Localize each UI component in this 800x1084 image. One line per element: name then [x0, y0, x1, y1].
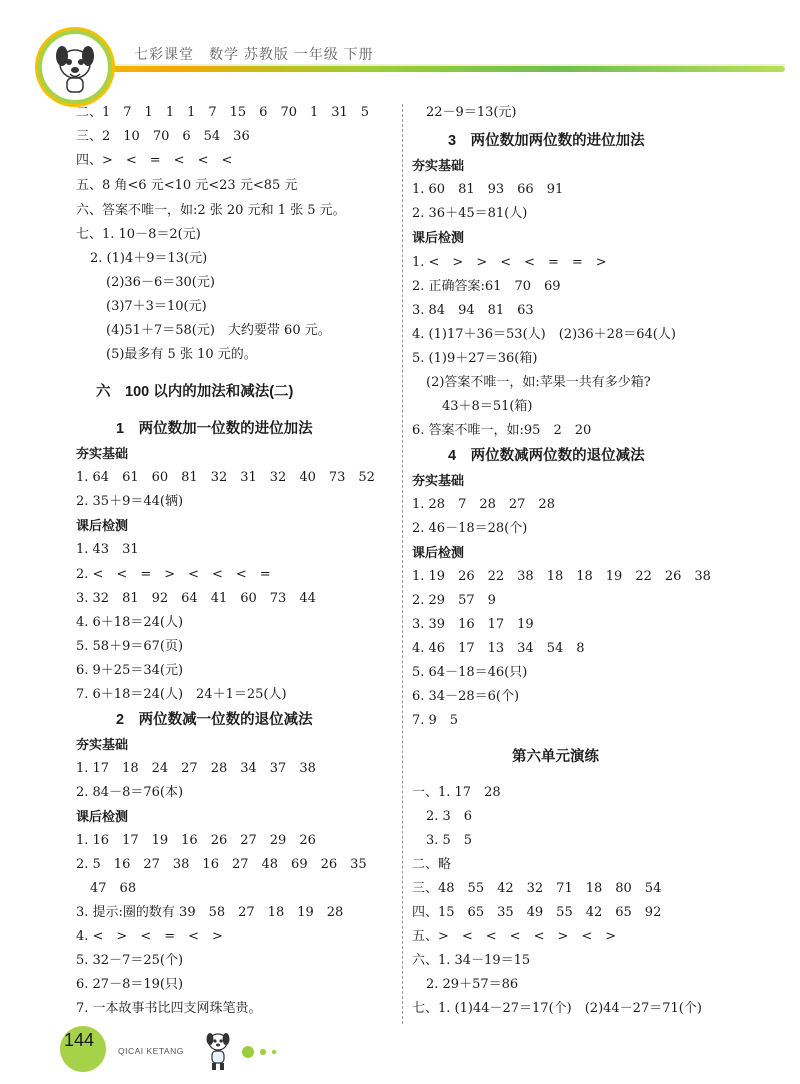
- answer-line: 5. (1)9＋27＝36(箱): [412, 351, 538, 366]
- answer-line: (5)最多有 5 张 10 元的。: [106, 347, 257, 362]
- answer-line: 2. 35＋9＝44(辆): [76, 494, 184, 509]
- subsection-label: 夯实基础: [76, 737, 129, 752]
- mascot-dog-footer: [202, 1030, 234, 1072]
- answer-line: (2)36－6＝30(元): [106, 275, 215, 290]
- answer-line: 三、2 10 70 6 54 36: [76, 129, 250, 144]
- decor-dot: [272, 1050, 276, 1054]
- answer-line: 1. < > > < < = = >: [412, 255, 607, 270]
- subsection-label: 课后检测: [412, 230, 465, 245]
- answer-line: 七、1. 10－8＝2(元): [76, 227, 201, 242]
- mascot-dog-logo: [38, 30, 112, 104]
- answer-line: 2. 29 57 9: [412, 593, 496, 608]
- answer-line: 2. 29＋57＝86: [426, 977, 519, 992]
- answer-line: 五、> < < < < > < >: [412, 929, 617, 944]
- subsection-label: 夯实基础: [76, 446, 129, 461]
- chapter-title: 六 100 以内的加法和减法(二): [96, 384, 294, 400]
- answer-line: (3)7＋3＝10(元): [106, 299, 207, 314]
- answer-line: 4. (1)17＋36＝53(人) (2)36＋28＝64(人): [412, 327, 676, 342]
- answer-line: 4. 46 17 13 34 54 8: [412, 641, 585, 656]
- answer-line: 5. 32－7＝25(个): [76, 953, 184, 968]
- page-number: 144: [64, 1030, 95, 1050]
- answer-line: 2. (1)4＋9＝13(元): [90, 251, 208, 266]
- subsection-label: 夯实基础: [412, 473, 465, 488]
- answer-line: 5. 64－18＝46(只): [412, 665, 528, 680]
- answer-line: 1. 60 81 93 66 91: [412, 182, 564, 197]
- subsection-label: 夯实基础: [412, 158, 465, 173]
- answer-line: (2)答案不唯一，如:苹果一共有多少箱?: [426, 375, 651, 390]
- answer-line: 1. 28 7 28 27 28: [412, 497, 555, 512]
- answer-line: 2. 正确答案:61 70 69: [412, 279, 561, 294]
- answer-line: 6. 34－28＝6(个): [412, 689, 520, 704]
- answer-line: (4)51＋7＝58(元) 大约要带 60 元。: [106, 323, 331, 338]
- answer-line: 五、8 角<6 元<10 元<23 元<85 元: [76, 178, 298, 193]
- unit-review-title: 第六单元演练: [512, 749, 599, 765]
- header-color-band: [40, 66, 785, 72]
- answer-line: 4. < > < = < >: [76, 929, 223, 944]
- answer-line: 七、1. (1)44－27＝17(个) (2)44－27＝71(个): [412, 1001, 702, 1016]
- answer-line: 一、1. 17 28: [412, 785, 501, 800]
- answer-line: 六、答案不唯一，如:2 张 20 元和 1 张 5 元。: [76, 203, 346, 218]
- answer-line: 3. 39 16 17 19: [412, 617, 534, 632]
- answer-line: 43＋8＝51(箱): [442, 399, 533, 414]
- answer-line: 1. 16 17 19 16 26 27 29 26: [76, 833, 316, 848]
- answer-line: 1. 17 18 24 27 28 34 37 38: [76, 761, 316, 776]
- answer-line: 1. 64 61 60 81 32 31 32 40 73 52: [76, 470, 375, 485]
- answer-line: 3. 84 94 81 63: [412, 303, 534, 318]
- answer-line: 三、48 55 42 32 71 18 80 54: [412, 881, 662, 896]
- section-title: 4 两位数减两位数的退位减法: [448, 448, 645, 464]
- decor-dot: [260, 1049, 266, 1055]
- header-title: 七彩课堂 数学 苏教版 一年级 下册: [134, 46, 374, 62]
- column-divider: [402, 104, 403, 1024]
- subsection-label: 课后检测: [412, 545, 465, 560]
- answer-line: 2. 36＋45＝81(人): [412, 206, 528, 221]
- answer-line: 4. 6＋18＝24(人): [76, 615, 184, 630]
- subsection-label: 课后检测: [76, 518, 129, 533]
- answer-line: 47 68: [90, 881, 137, 896]
- answer-line: 3. 32 81 92 64 41 60 73 44: [76, 591, 316, 606]
- subsection-label: 课后检测: [76, 809, 129, 824]
- answer-line: 四、15 65 35 49 55 42 65 92: [412, 905, 662, 920]
- answer-line: 1. 43 31: [76, 542, 139, 557]
- answer-line: 6. 答案不唯一，如:95 2 20: [412, 423, 592, 438]
- answer-line: 6. 27－8＝19(只): [76, 977, 184, 992]
- answer-line: 3. 提示:圈的数有 39 58 27 18 19 28: [76, 905, 344, 920]
- section-title: 3 两位数加两位数的进位加法: [448, 133, 645, 149]
- answer-line: 7. 6＋18＝24(人) 24＋1＝25(人): [76, 687, 287, 702]
- answer-line: 二、略: [412, 857, 452, 872]
- answer-line: 二、1 7 1 1 1 7 15 6 70 1 31 5: [76, 105, 370, 120]
- answer-line: 2. 5 16 27 38 16 27 48 69 26 35: [76, 857, 367, 872]
- section-title: 1 两位数加一位数的进位加法: [116, 421, 313, 437]
- answer-line: 1. 19 26 22 38 18 18 19 22 26 38: [412, 569, 711, 584]
- answer-line: 7. 一本故事书比四支网珠笔贵。: [76, 1001, 262, 1016]
- answer-line: 2. 3 6: [426, 809, 473, 824]
- answer-line: 2. 46－18＝28(个): [412, 521, 528, 536]
- brand-label: QICAI KETANG: [118, 1046, 184, 1056]
- answer-line: 四、> < = < < <: [76, 153, 233, 168]
- dog-mascot-icon: [202, 1030, 234, 1072]
- answer-line: 22－9＝13(元): [426, 105, 517, 120]
- answer-line: 2. < < = > < < < =: [76, 567, 271, 582]
- answer-line: 5. 58＋9＝67(页): [76, 639, 184, 654]
- dog-mascot-icon: [42, 34, 108, 100]
- section-title: 2 两位数减一位数的退位减法: [116, 712, 313, 728]
- decor-dot: [242, 1046, 254, 1058]
- answer-line: 6. 9＋25＝34(元): [76, 663, 184, 678]
- answer-line: 六、1. 34－19＝15: [412, 953, 531, 968]
- answer-line: 3. 5 5: [426, 833, 473, 848]
- answer-line: 7. 9 5: [412, 713, 459, 728]
- answer-line: 2. 84－8＝76(本): [76, 785, 184, 800]
